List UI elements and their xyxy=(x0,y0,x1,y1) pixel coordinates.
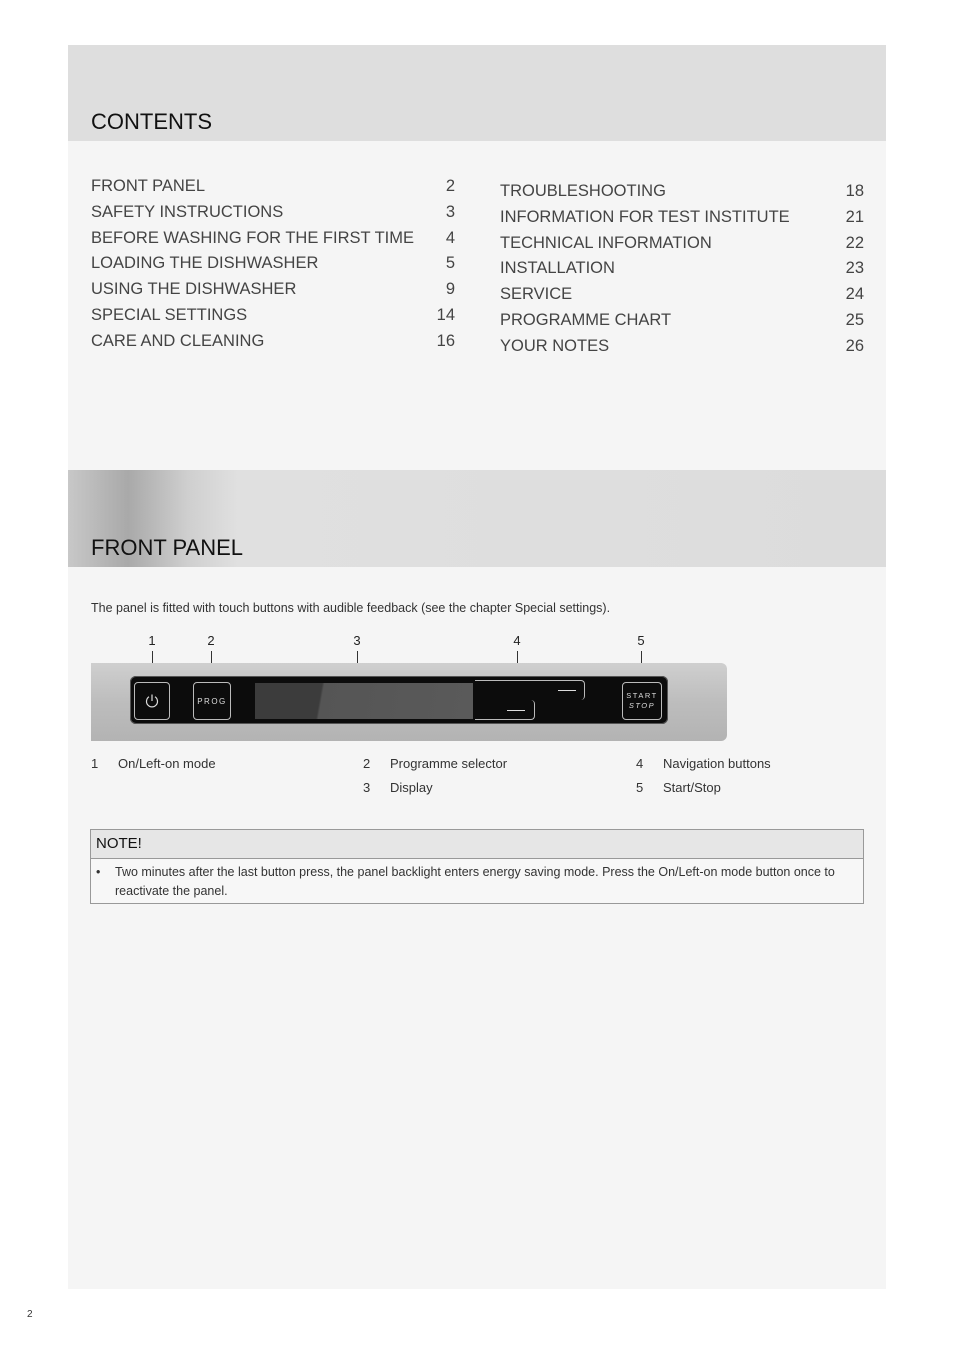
toc-entry[interactable] xyxy=(91,329,455,355)
toc-right-column xyxy=(500,179,864,360)
toc-entry[interactable] xyxy=(500,334,864,360)
toc-entry[interactable] xyxy=(500,282,864,308)
contents-heading: CONTENTS xyxy=(91,109,212,134)
legend-label: On/Left-on mode xyxy=(118,756,216,771)
callout-number: 4 xyxy=(513,633,521,648)
toc-entry-title: TROUBLESHOOTING xyxy=(500,182,666,200)
toc-entry[interactable] xyxy=(91,226,455,252)
toc-entry-page: 25 xyxy=(845,310,864,329)
toc-entry-page: 26 xyxy=(845,336,864,355)
toc-entry-page: 4 xyxy=(445,228,455,247)
toc-entry-title: LOADING THE DISHWASHER xyxy=(91,254,319,273)
toc-entry-page: 5 xyxy=(445,254,455,273)
toc-entry-title: SPECIAL SETTINGS xyxy=(91,305,248,324)
navigation-down-button[interactable] xyxy=(475,700,535,720)
front-panel-intro: The panel is fitted with touch buttons with audible feedback (see the chapter Special settings). xyxy=(91,601,611,615)
toc-entry-page: 14 xyxy=(436,305,455,324)
toc-entry-page: 24 xyxy=(845,285,864,304)
toc-entry[interactable] xyxy=(500,231,864,257)
toc-entry[interactable] xyxy=(91,251,455,277)
note-bullet: • xyxy=(96,865,101,879)
toc-entry-page: 2 xyxy=(445,177,455,195)
front-panel-heading: FRONT PANEL xyxy=(91,535,243,560)
navigation-down-dash xyxy=(507,710,525,711)
toc-entry-title: SERVICE xyxy=(500,285,573,304)
start-stop-button[interactable] xyxy=(622,682,662,720)
toc-entry[interactable] xyxy=(91,200,455,226)
panel-display xyxy=(255,683,473,719)
toc-entry-title: USING THE DISHWASHER xyxy=(91,280,297,299)
legend-item xyxy=(363,756,507,771)
toc-entry-title: SAFETY INSTRUCTIONS xyxy=(91,202,284,221)
note-text: Two minutes after the last button press, the panel backlight enters energy saving mode. Press the On/Left-on mode button once to reactivate the panel. xyxy=(115,865,835,898)
toc-entry-title: BEFORE WASHING FOR THE FIRST TIME xyxy=(91,228,414,247)
toc-entry-page: 3 xyxy=(445,202,455,221)
toc-left-column xyxy=(91,174,455,355)
stop-label: STOP xyxy=(628,701,656,710)
toc-entry-title: FRONT PANEL xyxy=(91,177,205,195)
power-button[interactable] xyxy=(134,682,170,720)
toc-entry-title: INSTALLATION xyxy=(500,259,615,278)
toc-entry[interactable] xyxy=(500,179,864,205)
toc-entry-page: 9 xyxy=(445,280,455,299)
toc-entry-title: TECHNICAL INFORMATION xyxy=(500,233,712,252)
toc-entry-title: CARE AND CLEANING xyxy=(91,331,265,350)
note-box xyxy=(90,829,864,904)
legend-label: Start/Stop xyxy=(663,780,721,795)
toc-entry-title: INFORMATION FOR TEST INSTITUTE xyxy=(500,207,790,226)
power-icon xyxy=(144,693,160,709)
callout-number: 5 xyxy=(637,633,645,648)
toc-entry-page: 21 xyxy=(845,207,864,226)
toc-entry-title: PROGRAMME CHART xyxy=(500,310,672,329)
note-body xyxy=(91,859,863,901)
toc-entry-page: 22 xyxy=(845,233,864,252)
legend-number: 2 xyxy=(363,756,371,771)
start-label: START xyxy=(626,691,658,700)
toc-entry[interactable] xyxy=(91,303,455,329)
callout-number: 1 xyxy=(148,633,156,648)
legend-number: 5 xyxy=(636,780,644,795)
programme-selector-button[interactable]: PROG xyxy=(193,682,231,720)
page-number: 2 xyxy=(27,1309,33,1320)
toc-entry[interactable] xyxy=(500,256,864,282)
callout-number: 3 xyxy=(353,633,361,648)
toc-entry-page: 23 xyxy=(845,259,864,278)
legend-number: 1 xyxy=(91,756,99,771)
legend-number: 3 xyxy=(363,780,371,795)
legend-item xyxy=(91,756,216,771)
toc-entry-page: 18 xyxy=(845,182,864,200)
legend-number: 4 xyxy=(636,756,644,771)
toc-entry[interactable] xyxy=(91,277,455,303)
legend-label: Navigation buttons xyxy=(663,756,771,771)
note-title: NOTE! xyxy=(91,830,863,859)
toc-entry[interactable] xyxy=(91,174,455,200)
toc-entry-title: YOUR NOTES xyxy=(500,336,610,355)
legend-label: Display xyxy=(390,780,433,795)
toc-entry[interactable] xyxy=(500,205,864,231)
legend-item xyxy=(363,780,433,795)
callout-number: 2 xyxy=(207,633,215,648)
legend-label: Programme selector xyxy=(390,756,508,771)
navigation-up-dash xyxy=(558,690,576,691)
toc-entry-page: 16 xyxy=(436,331,455,350)
legend-item xyxy=(636,780,721,795)
toc-entry[interactable] xyxy=(500,308,864,334)
legend-item xyxy=(636,756,771,771)
